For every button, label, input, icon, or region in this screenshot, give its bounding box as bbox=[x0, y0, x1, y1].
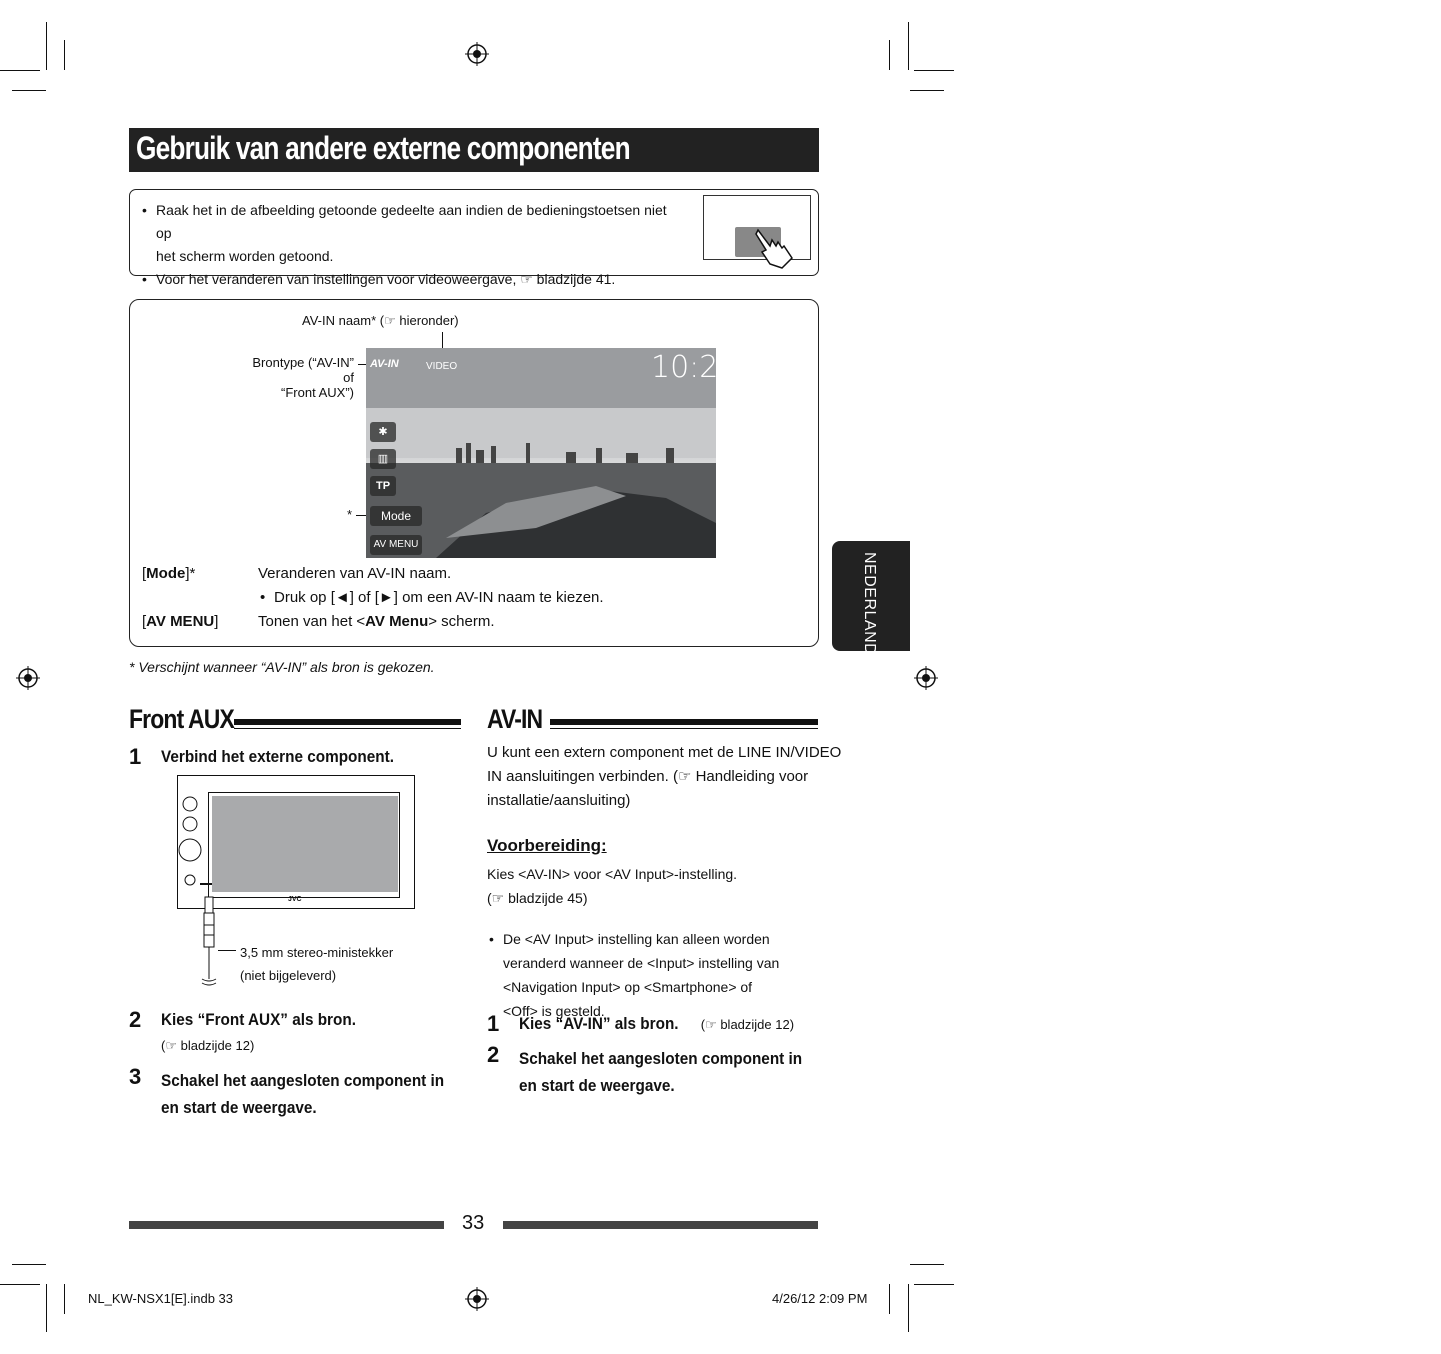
step-text bbox=[161, 1067, 444, 1121]
step-number: 3 bbox=[129, 1064, 142, 1089]
registration-mark-icon bbox=[16, 666, 40, 690]
mini-plug-icon bbox=[196, 895, 226, 987]
bluetooth-button[interactable] bbox=[370, 422, 396, 442]
step-number: 2 bbox=[129, 1007, 142, 1032]
preparation-heading: Voorbereiding: bbox=[487, 836, 607, 855]
footer-date: 4/26/12 2:09 PM bbox=[772, 1291, 868, 1306]
preparation-text bbox=[487, 862, 737, 910]
plug-label-line: 3,5 mm stereo-ministekker bbox=[240, 945, 394, 960]
prep-bullet-line: <Navigation Input> op <Smartphone> of bbox=[503, 979, 753, 995]
note-text: Voor het veranderen van instellingen voor videoweergave, ☞ bladzijde 41. bbox=[156, 271, 616, 287]
source-callout-line: Brontype (“AV-IN” of bbox=[252, 355, 354, 385]
step-number: 1 bbox=[129, 744, 142, 769]
equalizer-button[interactable] bbox=[370, 449, 396, 469]
equalizer-icon: ▥ bbox=[377, 453, 389, 465]
step-ref: (☞ bladzijde 12) bbox=[161, 1038, 255, 1053]
def-mode-key bbox=[142, 565, 195, 582]
step-ref: (☞ bladzijde 12) bbox=[700, 1017, 795, 1032]
bracket: ]* bbox=[185, 565, 196, 582]
footnote: * Verschijnt wanneer “AV-IN” als bron is gekozen. bbox=[129, 659, 435, 675]
crop-mark bbox=[46, 1284, 47, 1332]
section-rule bbox=[550, 728, 818, 729]
crop-mark bbox=[889, 40, 890, 70]
source-callout bbox=[240, 355, 354, 400]
clock: 10:28 bbox=[651, 350, 738, 385]
step-text: Verbind het externe component. bbox=[161, 747, 394, 766]
note-item bbox=[140, 199, 680, 268]
avin-name-callout: AV-IN naam* (☞ hieronder) bbox=[302, 313, 459, 328]
page-title: Gebruik van andere externe componenten bbox=[136, 130, 630, 166]
crop-mark bbox=[908, 1284, 909, 1332]
def-avmenu-desc bbox=[258, 613, 495, 630]
footer-rule bbox=[129, 1221, 444, 1229]
step-text: Kies “Front AUX” als bron. bbox=[161, 1010, 356, 1029]
registration-mark-icon bbox=[465, 42, 489, 66]
front-aux-title: Front AUX bbox=[129, 704, 234, 734]
step-text bbox=[519, 1014, 794, 1034]
crop-mark bbox=[64, 40, 65, 70]
star-callout: * bbox=[347, 507, 353, 522]
registration-mark-icon bbox=[465, 1287, 489, 1311]
step-text-line: en start de weergave. bbox=[161, 1098, 317, 1117]
mode-button[interactable]: Mode bbox=[370, 506, 422, 526]
plug-label bbox=[240, 941, 393, 987]
registration-mark-icon bbox=[914, 666, 938, 690]
device-front-illustration bbox=[177, 775, 415, 909]
prep-bullet-line: • De <AV Input> instelling kan alleen worden bbox=[503, 931, 770, 947]
prep-bullet-line: <Off> is gesteld. bbox=[503, 1003, 605, 1019]
hand-pointer-icon bbox=[752, 226, 800, 272]
step-number: 2 bbox=[487, 1042, 500, 1067]
desc-text: > scherm. bbox=[428, 613, 495, 630]
tp-button[interactable]: TP bbox=[370, 476, 396, 496]
crop-mark bbox=[908, 22, 909, 70]
page-number: 33 bbox=[462, 1212, 485, 1234]
crop-mark bbox=[12, 90, 46, 91]
bracket: ] bbox=[214, 613, 219, 630]
note-text: het scherm worden getoond. bbox=[156, 248, 334, 264]
def-mode-desc: Veranderen van AV-IN naam. bbox=[258, 565, 452, 582]
section-rule bbox=[234, 719, 461, 725]
intro-line: IN aansluitingen verbinden. (☞ Handleiding voor bbox=[487, 768, 809, 785]
prep-line: (☞ bladzijde 45) bbox=[487, 890, 588, 906]
step-text-line: Schakel het aangesloten component in bbox=[161, 1071, 445, 1090]
device-screen-area bbox=[212, 796, 398, 892]
crop-mark bbox=[910, 1264, 944, 1265]
step-text bbox=[519, 1045, 802, 1099]
crop-mark bbox=[910, 90, 944, 91]
plug-label-line: (niet bijgeleverd) bbox=[240, 968, 337, 983]
note-item bbox=[140, 268, 680, 291]
intro-line: installatie/aansluiting) bbox=[487, 792, 631, 809]
footer-file: NL_KW-NSX1[E].indb 33 bbox=[88, 1291, 233, 1306]
language-tab-label: NEDERLANDS bbox=[861, 552, 878, 667]
step-text-line: Schakel het aangesloten component in bbox=[519, 1049, 803, 1068]
preparation-bullet bbox=[487, 927, 1441, 1023]
key-label: AV MENU bbox=[146, 613, 215, 630]
device-screen bbox=[366, 348, 738, 558]
prep-bullet-line: veranderd wanneer de <Input> instelling van bbox=[503, 955, 780, 971]
step-text-main: Kies “AV-IN” als bron. bbox=[519, 1014, 679, 1033]
device-buttons-icon bbox=[178, 776, 212, 908]
step-number: 1 bbox=[487, 1011, 500, 1036]
note-text: Raak het in de afbeelding getoonde gedeelte aan indien de bedieningstoetsen niet op bbox=[156, 202, 667, 241]
desc-bold: AV Menu bbox=[365, 613, 429, 630]
intro-line: U kunt een extern component met de LINE IN/VIDEO bbox=[487, 744, 842, 761]
notes-list bbox=[140, 199, 680, 291]
touch-illustration bbox=[703, 195, 811, 260]
key-label: Mode bbox=[146, 565, 186, 582]
crop-mark bbox=[0, 1284, 40, 1285]
av-in-intro bbox=[487, 741, 841, 813]
av-in-title: AV-IN bbox=[487, 704, 543, 734]
device-brand: JVC bbox=[288, 896, 302, 903]
bracket: [ bbox=[142, 565, 147, 582]
def-avmenu-key bbox=[142, 613, 218, 630]
bluetooth-icon: ✱ bbox=[378, 426, 388, 438]
plug-arrow bbox=[200, 883, 212, 885]
desc-text: Tonen van het < bbox=[258, 613, 366, 630]
video-label: VIDEO bbox=[426, 361, 458, 372]
crop-mark bbox=[914, 70, 954, 71]
crop-mark bbox=[12, 1264, 46, 1265]
av-menu-button[interactable]: AV MENU bbox=[370, 535, 422, 555]
crop-mark bbox=[46, 22, 47, 70]
crop-mark bbox=[889, 1284, 890, 1314]
section-rule bbox=[550, 719, 818, 725]
crop-mark bbox=[64, 1284, 65, 1314]
crop-mark bbox=[914, 1284, 954, 1285]
step-text-line: en start de weergave. bbox=[519, 1076, 675, 1095]
bullet-text: Druk op [◄] of [►] om een AV-IN naam te kiezen. bbox=[274, 589, 604, 606]
source-display: AV-IN bbox=[370, 358, 399, 370]
def-mode-bullet bbox=[258, 589, 1212, 606]
footer-rule bbox=[503, 1221, 818, 1229]
crop-mark bbox=[0, 70, 40, 71]
prep-line: Kies <AV-IN> voor <AV Input>-instelling. bbox=[487, 866, 738, 882]
section-rule bbox=[234, 728, 461, 729]
bracket: [ bbox=[142, 613, 147, 630]
source-callout-line: “Front AUX”) bbox=[281, 385, 354, 400]
callout-line bbox=[218, 950, 236, 951]
